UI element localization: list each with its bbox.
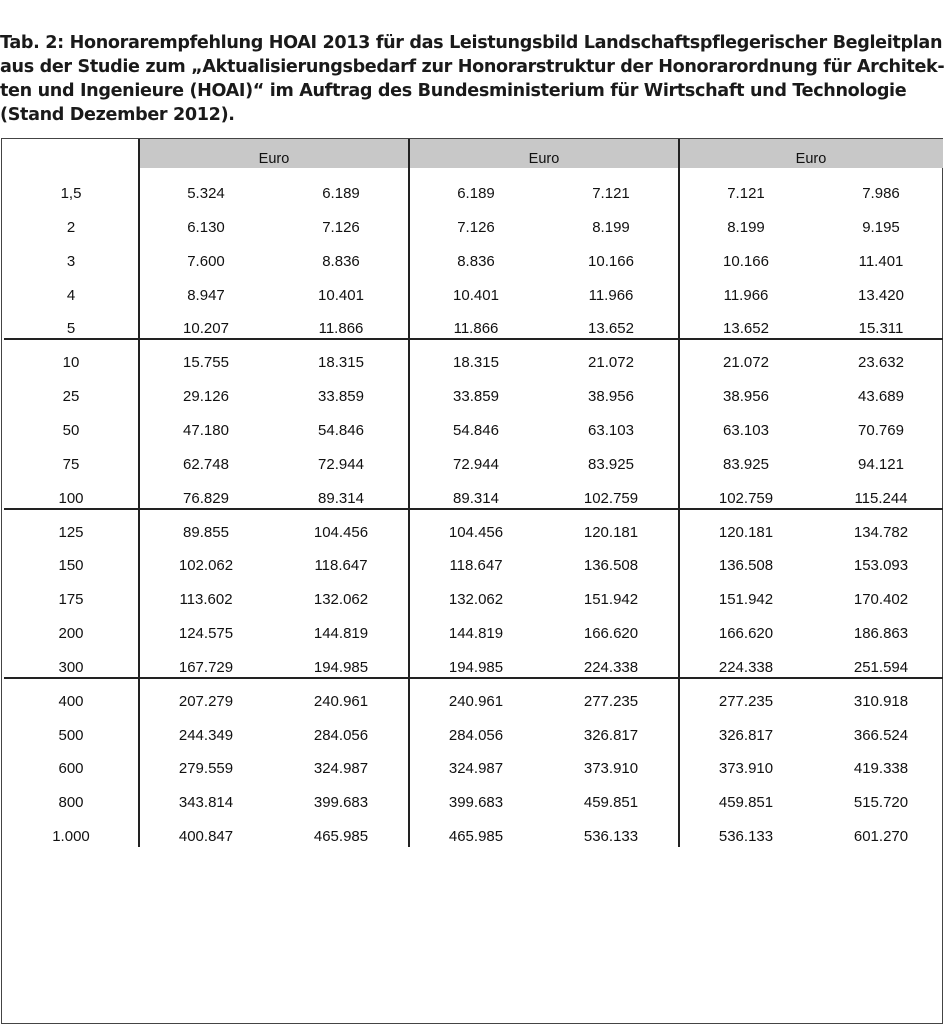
table-cell: 62.748 bbox=[183, 455, 229, 473]
table-cell: 324.987 bbox=[448, 760, 504, 778]
caption-line: Tab. 2: Honorarempfehlung HOAI 2013 für das Leistungsbild Landschaftspflegerischer Begleitplan bbox=[0, 33, 943, 53]
table-cell: 21.072 bbox=[588, 354, 634, 372]
table-row-label: 175 bbox=[58, 591, 84, 609]
caption-line: aus der Studie zum „Aktualisierungsbedarf zur Honorarstruktur der Honorarordnung für Architek- bbox=[0, 57, 944, 77]
table-cell: 63.103 bbox=[588, 421, 634, 439]
table-cell: 224.338 bbox=[718, 658, 774, 676]
table-caption bbox=[0, 31, 944, 127]
table-cell: 13.652 bbox=[588, 320, 634, 338]
table-cell: 9.195 bbox=[862, 218, 900, 236]
table-row-label: 200 bbox=[58, 625, 84, 643]
table-row bbox=[0, 211, 944, 245]
table-header-corner bbox=[4, 139, 139, 168]
table-cell: 459.851 bbox=[583, 794, 639, 812]
table-row-label: 300 bbox=[58, 658, 84, 676]
table-cell: 118.647 bbox=[449, 557, 503, 575]
table-cell: 251.594 bbox=[853, 658, 909, 676]
table-cell: 366.524 bbox=[853, 726, 909, 744]
table-cell: 23.632 bbox=[858, 354, 904, 372]
table-cell: 13.420 bbox=[858, 286, 904, 304]
table-cell: 10.401 bbox=[453, 286, 499, 304]
table-cell: 10.207 bbox=[183, 320, 229, 338]
table-cell: 8.199 bbox=[727, 218, 765, 236]
table-cell: 18.315 bbox=[453, 354, 499, 372]
table-cell: 8.947 bbox=[187, 286, 225, 304]
table-cell: 536.133 bbox=[583, 828, 639, 846]
table-cell: 10.401 bbox=[318, 286, 364, 304]
table-row bbox=[0, 414, 944, 448]
table-cell: 459.851 bbox=[718, 794, 774, 812]
table-cell: 7.126 bbox=[457, 218, 495, 236]
table-row bbox=[0, 279, 944, 313]
caption-line: ten und Ingenieure (HOAI)“ im Auftrag des Bundesministerium für Wirtschaft und Technologie bbox=[0, 81, 907, 101]
table-cell: 244.349 bbox=[178, 726, 234, 744]
table-row bbox=[0, 516, 944, 550]
table-cell: 279.559 bbox=[178, 760, 234, 778]
table-cell: 194.985 bbox=[448, 658, 504, 676]
table-cell: 207.279 bbox=[178, 692, 234, 710]
table-cell: 94.121 bbox=[858, 455, 904, 473]
table-cell: 15.755 bbox=[183, 354, 229, 372]
table-cell: 373.910 bbox=[718, 760, 774, 778]
table-row bbox=[0, 245, 944, 279]
table-row-label: 25 bbox=[62, 388, 80, 406]
table-cell: 284.056 bbox=[448, 726, 504, 744]
table-row-label: 500 bbox=[58, 726, 84, 744]
table-cell: 7.121 bbox=[592, 185, 630, 202]
table-cell: 399.683 bbox=[313, 794, 369, 812]
table-cell: 6.130 bbox=[187, 218, 225, 236]
table-cell: 63.103 bbox=[723, 421, 769, 439]
table-row bbox=[0, 820, 944, 854]
table-cell: 324.987 bbox=[313, 760, 369, 778]
table-row bbox=[0, 549, 944, 583]
table-cell: 326.817 bbox=[718, 726, 774, 744]
table-cell: 89.314 bbox=[318, 489, 364, 507]
table-cell: 132.062 bbox=[313, 591, 369, 609]
table-cell: 153.093 bbox=[853, 557, 909, 575]
table-cell: 8.836 bbox=[322, 252, 360, 270]
table-cell: 151.942 bbox=[718, 591, 774, 609]
table-cell: 89.855 bbox=[183, 523, 229, 541]
table-cell: 47.180 bbox=[183, 421, 229, 439]
table-cell: 601.270 bbox=[853, 828, 909, 846]
table-cell: 6.189 bbox=[322, 185, 360, 202]
table-cell: 10.166 bbox=[588, 252, 634, 270]
table-row-label: 125 bbox=[58, 523, 84, 541]
table-cell: 419.338 bbox=[853, 760, 909, 778]
table-cell: 400.847 bbox=[178, 828, 234, 846]
table-cell: 104.456 bbox=[448, 523, 504, 541]
table-cell: 136.508 bbox=[718, 557, 774, 575]
table-cell: 194.985 bbox=[313, 658, 369, 676]
table-row-label: 100 bbox=[58, 489, 84, 507]
table-cell: 7.986 bbox=[862, 185, 900, 202]
table-cell: 399.683 bbox=[448, 794, 504, 812]
table-cell: 11.966 bbox=[723, 286, 769, 304]
table-cell: 151.942 bbox=[583, 591, 639, 609]
table-cell: 136.508 bbox=[583, 557, 639, 575]
table-cell: 277.235 bbox=[583, 692, 639, 710]
table-cell: 310.918 bbox=[853, 692, 909, 710]
table-cell: 240.961 bbox=[448, 692, 504, 710]
table-row-label: 400 bbox=[58, 692, 84, 710]
table-cell: 102.759 bbox=[718, 489, 774, 507]
table-cell: 11.966 bbox=[588, 286, 634, 304]
table-cell: 11.866 bbox=[318, 320, 364, 338]
table-cell: 104.456 bbox=[313, 523, 369, 541]
table-cell: 102.062 bbox=[178, 557, 234, 575]
table-cell: 186.863 bbox=[853, 625, 909, 643]
table-cell: 373.910 bbox=[583, 760, 639, 778]
table-cell: 33.859 bbox=[453, 388, 499, 406]
table-cell: 515.720 bbox=[853, 794, 909, 812]
table-cell: 115.244 bbox=[854, 489, 908, 507]
table-row-label: 10 bbox=[62, 354, 80, 372]
table-cell: 70.769 bbox=[858, 421, 904, 439]
table-row bbox=[0, 312, 944, 346]
table-row bbox=[0, 482, 944, 516]
table-row bbox=[0, 685, 944, 719]
table-row bbox=[0, 719, 944, 753]
table-cell: 284.056 bbox=[313, 726, 369, 744]
table-cell: 10.166 bbox=[723, 252, 769, 270]
table-row-label: 1,5 bbox=[60, 185, 82, 202]
table-cell: 118.647 bbox=[314, 557, 368, 575]
table-cell: 326.817 bbox=[583, 726, 639, 744]
table-cell: 167.729 bbox=[178, 658, 234, 676]
table-row bbox=[0, 583, 944, 617]
table-row bbox=[0, 346, 944, 380]
table-cell: 536.133 bbox=[718, 828, 774, 846]
table-cell: 120.181 bbox=[718, 523, 774, 541]
table-row-label: 3 bbox=[66, 252, 76, 270]
table-cell: 224.338 bbox=[583, 658, 639, 676]
table-cell: 38.956 bbox=[723, 388, 769, 406]
table-cell: 83.925 bbox=[588, 455, 634, 473]
table-cell: 15.311 bbox=[858, 320, 904, 338]
table-cell: 33.859 bbox=[318, 388, 364, 406]
table-cell: 144.819 bbox=[313, 625, 369, 643]
table-cell: 29.126 bbox=[183, 388, 229, 406]
table-cell: 134.782 bbox=[853, 523, 909, 541]
table-cell: 6.189 bbox=[457, 185, 495, 202]
table-cell: 240.961 bbox=[313, 692, 369, 710]
table-cell: 72.944 bbox=[318, 455, 364, 473]
table-cell: 113.602 bbox=[179, 591, 233, 609]
table-cell: 277.235 bbox=[718, 692, 774, 710]
table-row-label: 2 bbox=[66, 218, 76, 236]
table-cell: 8.199 bbox=[592, 218, 630, 236]
table-row-label: 800 bbox=[58, 794, 84, 812]
table-cell: 11.866 bbox=[453, 320, 499, 338]
table-cell: 465.985 bbox=[448, 828, 504, 846]
table-row bbox=[0, 752, 944, 786]
table-row bbox=[0, 177, 944, 211]
table-cell: 18.315 bbox=[318, 354, 364, 372]
caption-line: (Stand Dezember 2012). bbox=[0, 105, 235, 125]
table-row-label: 150 bbox=[58, 557, 84, 575]
table-cell: 144.819 bbox=[448, 625, 504, 643]
table-row-label: 75 bbox=[62, 455, 80, 473]
table-cell: 7.121 bbox=[727, 185, 765, 202]
table-row bbox=[0, 786, 944, 820]
table-row bbox=[0, 380, 944, 414]
table-cell: 7.600 bbox=[187, 252, 225, 270]
table-cell: 102.759 bbox=[583, 489, 639, 507]
table-cell: 5.324 bbox=[187, 185, 225, 202]
header-euro-1: Euro bbox=[258, 151, 290, 167]
header-euro-3: Euro bbox=[795, 151, 827, 167]
table-row-label: 5 bbox=[66, 320, 76, 338]
table-row bbox=[0, 448, 944, 482]
table-cell: 54.846 bbox=[453, 421, 499, 439]
table-cell: 89.314 bbox=[453, 489, 499, 507]
table-cell: 54.846 bbox=[318, 421, 364, 439]
table-cell: 465.985 bbox=[313, 828, 369, 846]
table-row-label: 4 bbox=[66, 286, 76, 304]
table-cell: 132.062 bbox=[448, 591, 504, 609]
table-cell: 120.181 bbox=[583, 523, 639, 541]
table-cell: 83.925 bbox=[723, 455, 769, 473]
table-cell: 21.072 bbox=[723, 354, 769, 372]
table-cell: 13.652 bbox=[723, 320, 769, 338]
table-cell: 124.575 bbox=[178, 625, 234, 643]
table-row bbox=[0, 651, 944, 685]
table-cell: 72.944 bbox=[453, 455, 499, 473]
table-cell: 43.689 bbox=[858, 388, 904, 406]
table-cell: 8.836 bbox=[457, 252, 495, 270]
table-row bbox=[0, 617, 944, 651]
table-row-label: 1.000 bbox=[52, 828, 90, 846]
table-cell: 38.956 bbox=[588, 388, 634, 406]
table-cell: 166.620 bbox=[583, 625, 639, 643]
table-row-label: 600 bbox=[58, 760, 84, 778]
table-cell: 11.401 bbox=[858, 252, 904, 270]
table-cell: 166.620 bbox=[718, 625, 774, 643]
table-row-label: 50 bbox=[62, 421, 80, 439]
header-euro-2: Euro bbox=[528, 151, 560, 167]
table-cell: 7.126 bbox=[322, 218, 360, 236]
table-cell: 76.829 bbox=[183, 489, 229, 507]
table-cell: 343.814 bbox=[178, 794, 234, 812]
table-cell: 170.402 bbox=[853, 591, 909, 609]
